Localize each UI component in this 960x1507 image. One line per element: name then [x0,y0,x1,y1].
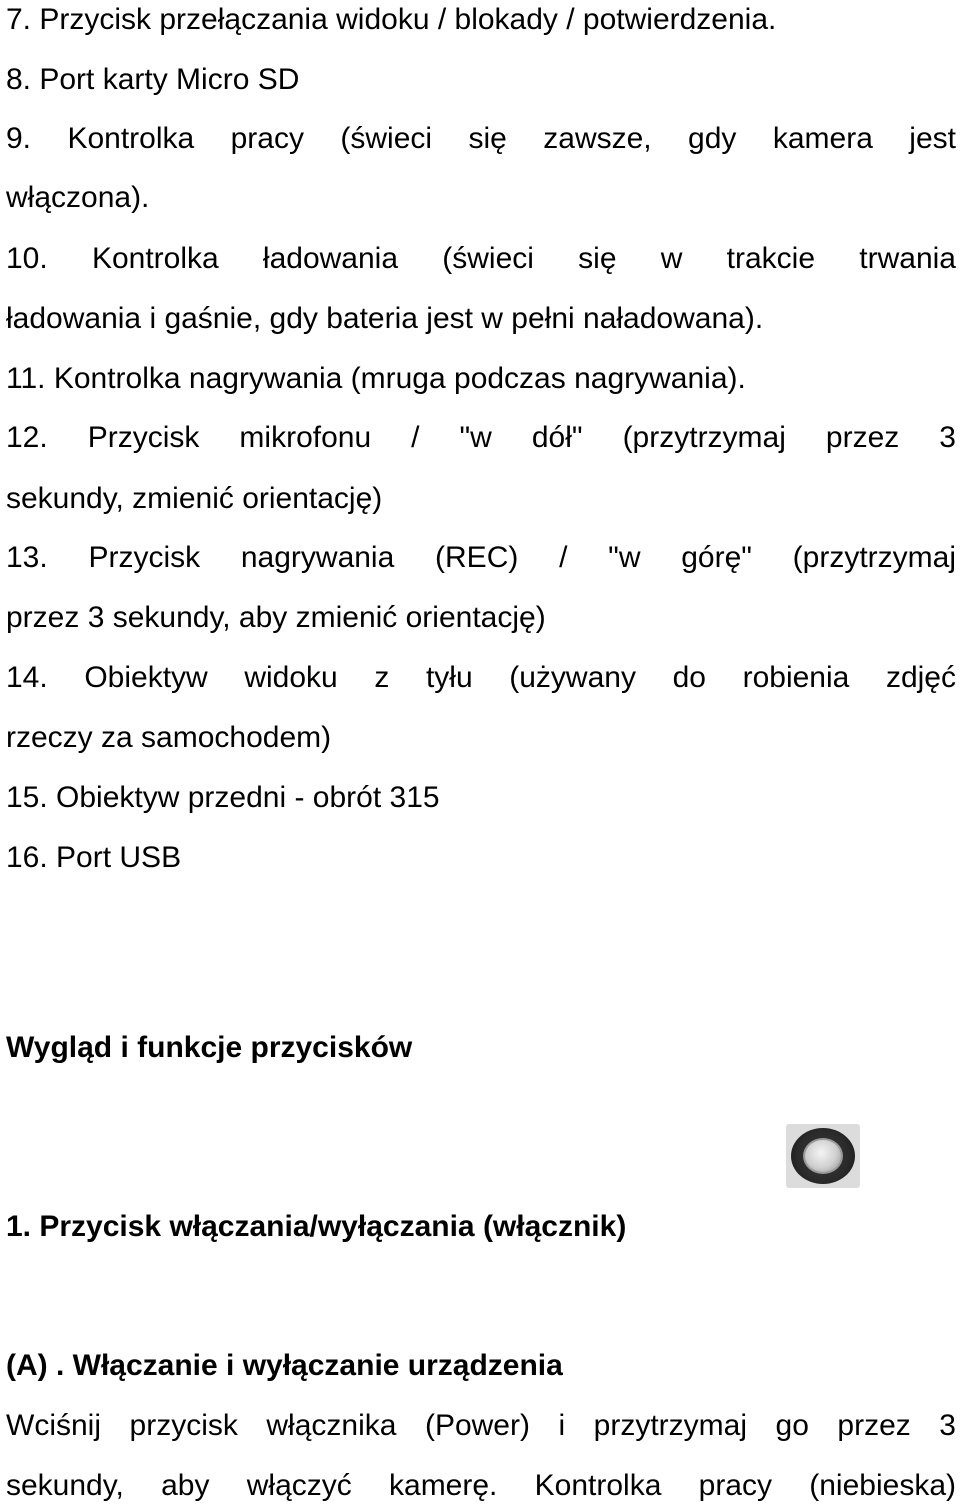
list-item-13-line-2: przez 3 sekundy, aby zmienić orientację) [6,601,546,634]
power-button-icon [786,1124,860,1188]
power-button-center [803,1138,843,1174]
paragraph-line-2: sekundy, aby włączyć kamerę. Kontrolka pracy (niebieska) [6,1469,956,1502]
list-item-9-line-1: 9. Kontrolka pracy (świeci się zawsze, gdy kamera jest [6,122,956,155]
list-item-7: 7. Przycisk przełączania widoku / blokady / potwierdzenia. [6,3,777,36]
power-button-ring [791,1128,855,1184]
button-1-heading: 1. Przycisk włączania/wyłączania (włącznik) [6,1210,627,1243]
list-item-12-line-2: sekundy, zmienić orientację) [6,482,383,515]
list-item-9-line-2: włączona). [6,181,150,214]
list-item-8: 8. Port karty Micro SD [6,63,300,96]
list-item-12-line-1: 12. Przycisk mikrofonu / "w dół" (przytrzymaj przez 3 [6,421,956,454]
list-item-13-line-1: 13. Przycisk nagrywania (REC) / "w górę" (przytrzymaj [6,541,956,574]
list-item-11: 11. Kontrolka nagrywania (mruga podczas nagrywania). [6,362,746,395]
list-item-16: 16. Port USB [6,841,182,874]
list-item-14-line-1: 14. Obiektyw widoku z tyłu (używany do robienia zdjęć [6,661,956,694]
paragraph-line-1: Wciśnij przycisk włącznika (Power) i przytrzymaj go przez 3 [6,1409,956,1442]
list-item-15: 15. Obiektyw przedni - obrót 315 [6,781,440,814]
list-item-14-line-2: rzeczy za samochodem) [6,721,332,754]
section-title: Wygląd i funkcje przycisków [6,1031,413,1064]
subsection-a-heading: (A) . Włączanie i wyłączanie urządzenia [6,1349,563,1382]
list-item-10-line-2: ładowania i gaśnie, gdy bateria jest w pełni naładowana). [6,302,764,335]
list-item-10-line-1: 10. Kontrolka ładowania (świeci się w trakcie trwania [6,242,956,275]
